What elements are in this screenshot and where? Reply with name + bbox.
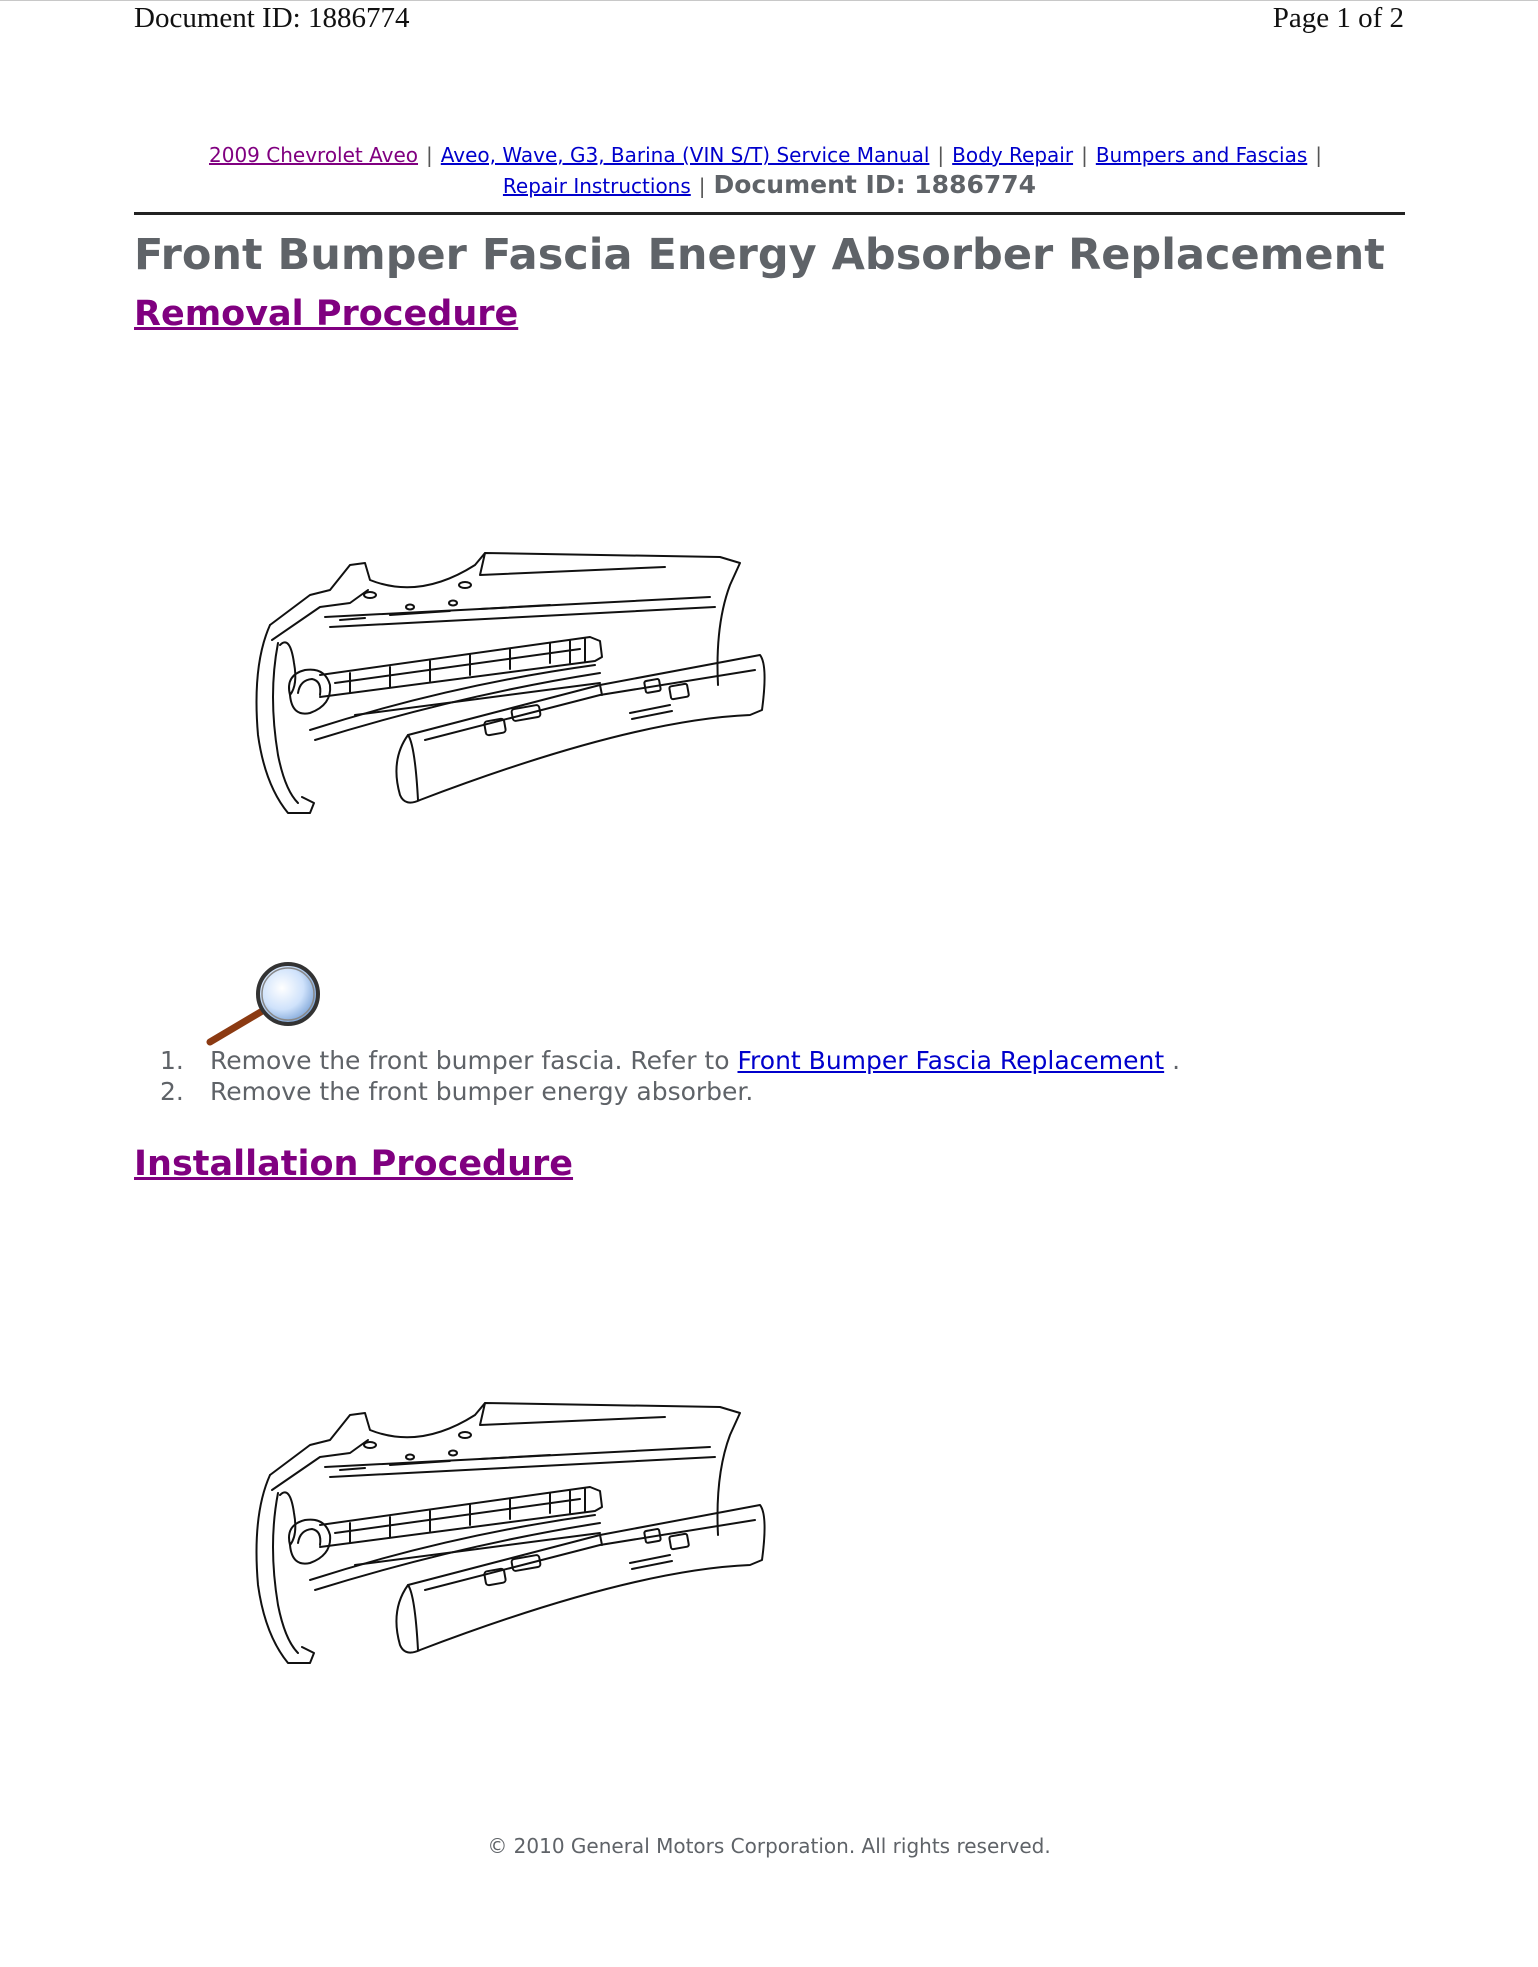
breadcrumb-link-vehicle[interactable]: 2009 Chevrolet Aveo <box>209 143 419 167</box>
copyright-footer: © 2010 General Motors Corporation. All rights reserved. <box>487 1834 1051 1858</box>
breadcrumb-link-service-manual[interactable]: Aveo, Wave, G3, Barina (VIN S/T) Service Manual <box>440 143 930 167</box>
header-divider <box>134 212 1405 215</box>
front-bumper-fascia-replacement-link[interactable]: Front Bumper Fascia Replacement <box>737 1046 1165 1075</box>
installation-procedure-heading[interactable]: Installation Procedure <box>134 1144 574 1184</box>
step-text-end: . <box>1172 1046 1181 1075</box>
breadcrumb-separator: | <box>1081 143 1088 167</box>
breadcrumb-separator: | <box>1315 143 1322 167</box>
breadcrumb-separator: | <box>426 143 433 167</box>
bumper-fascia-illustration <box>250 545 780 845</box>
magnifier-icon[interactable] <box>206 960 324 1046</box>
page-number: Page 1 of 2 <box>1272 2 1404 34</box>
step-number: 1. <box>160 1046 184 1075</box>
list-item <box>160 1045 1180 1076</box>
page-document-id: Document ID: 1886774 <box>134 2 410 34</box>
step-number: 2. <box>160 1077 184 1106</box>
breadcrumb-link-body-repair[interactable]: Body Repair <box>952 143 1074 167</box>
step-text: Remove the front bumper energy absorber. <box>210 1077 754 1106</box>
breadcrumb <box>134 140 1405 201</box>
breadcrumb-link-repair-instructions[interactable]: Repair Instructions <box>502 174 691 198</box>
page-title: Front Bumper Fascia Energy Absorber Replacement <box>134 230 1385 280</box>
bumper-fascia-illustration <box>250 1395 780 1695</box>
breadcrumb-separator: | <box>937 143 945 167</box>
breadcrumb-document-id: Document ID: 1886774 <box>713 170 1037 199</box>
removal-procedure-heading[interactable]: Removal Procedure <box>134 294 519 334</box>
list-item <box>160 1076 1180 1107</box>
removal-steps <box>160 1045 1180 1107</box>
breadcrumb-link-bumpers-fascias[interactable]: Bumpers and Fascias <box>1095 143 1308 167</box>
step-text: Remove the front bumper fascia. Refer to <box>210 1046 730 1075</box>
breadcrumb-separator: | <box>698 174 706 198</box>
